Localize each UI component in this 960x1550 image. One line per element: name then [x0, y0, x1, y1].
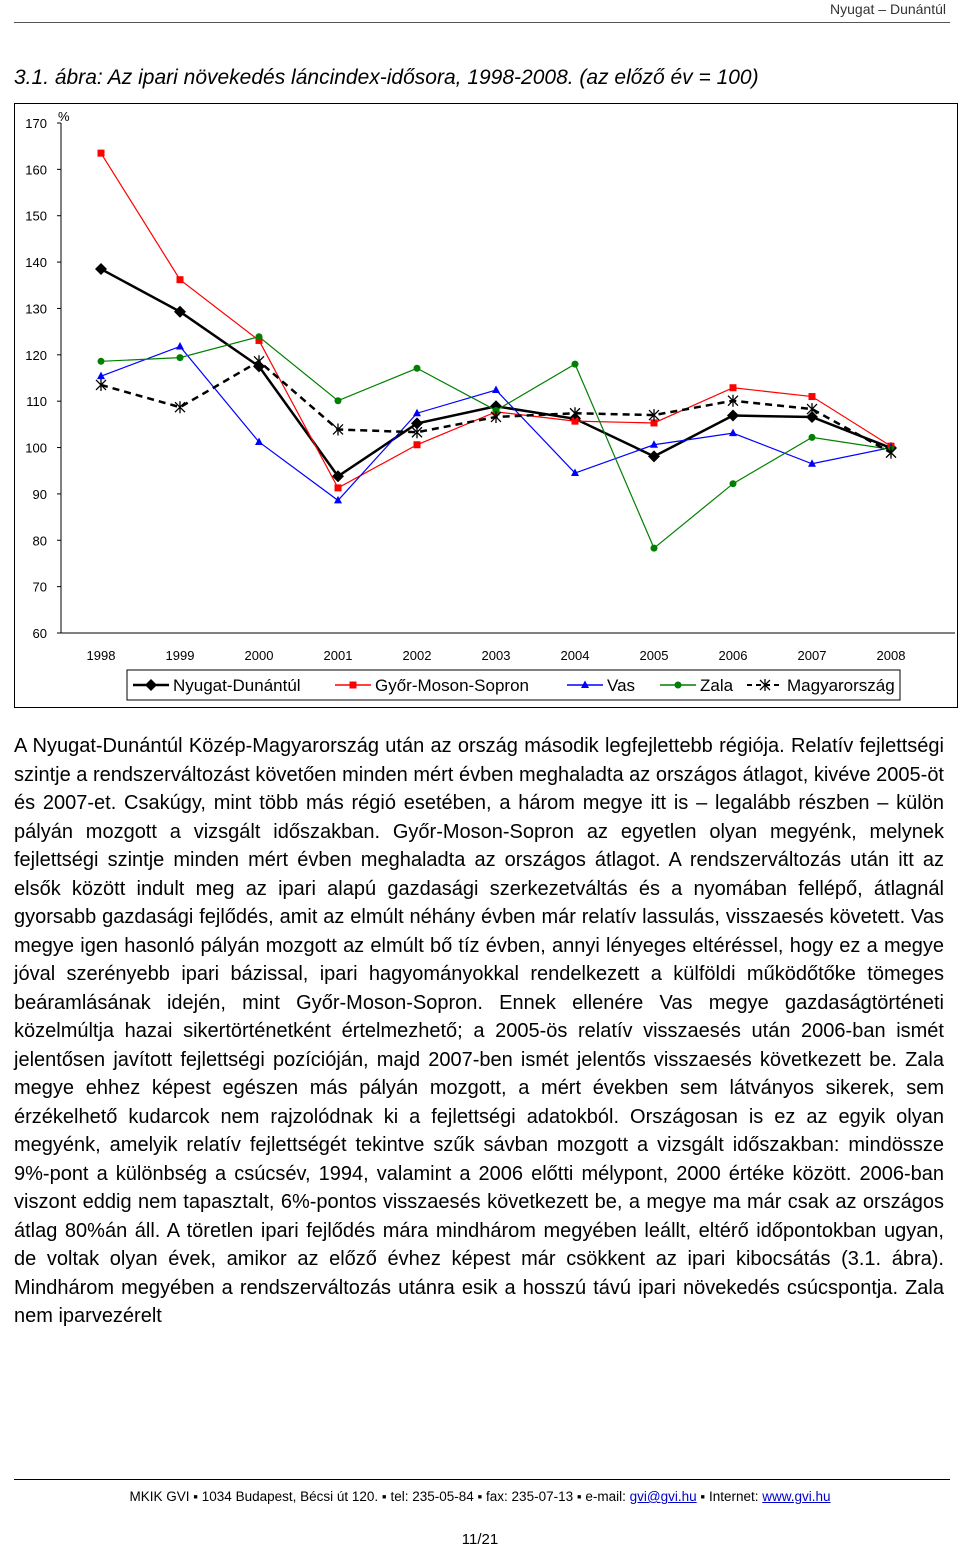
chart-canvas: [15, 104, 957, 707]
website-link[interactable]: www.gvi.hu: [762, 1489, 831, 1504]
footer-divider: [14, 1479, 950, 1480]
y-tick-label: 160: [25, 162, 47, 178]
data-point-vas: [729, 429, 737, 437]
data-point-nyugat-dun-nt-l: [648, 450, 660, 462]
legend-label: Nyugat-Dunántúl: [173, 676, 301, 695]
data-point-nyugat-dun-nt-l: [727, 410, 739, 422]
legend-label: Magyarország: [787, 676, 895, 695]
running-header: Nyugat – Dunántúl: [830, 1, 946, 17]
data-point-nyugat-dun-nt-l: [95, 263, 107, 275]
legend-label: Vas: [607, 676, 636, 695]
y-tick-label: 120: [25, 347, 47, 363]
y-tick-label: 90: [32, 486, 47, 502]
data-point-magyarorsz-g: [807, 403, 817, 415]
series-line-zala: [101, 337, 891, 548]
series-line-vas: [101, 346, 891, 500]
series-line-nyugat-dun-nt-l: [101, 269, 891, 476]
y-unit-label: %: [58, 109, 70, 124]
data-point-gy-r-moson-sopron: [414, 441, 421, 448]
y-tick-label: 110: [26, 394, 47, 410]
body-paragraph: A Nyugat-Dunántúl Közép-Magyarország után az ország második legfejlettebb régiója. Relatív fejlettségi szintje a rendszerváltozást követően minden mért évben meghaladta az országos átlagot, kivéve 2005-öt és 2007-et. Csakúgy, mint több más régió esetében, a három megye itt is – legalább részben – külön pályán mozgott a vizsgált időszakban. Győr-Moson-Sopron az egyetlen olyan megyénk, melynek fejlettségi szintje minden mért évben meghaladta az országos átlagot. A rendszerváltozás után itt az elsők között indult meg az ipari alapú gazdasági szerkezetváltás és a nyomában fellépő, átlagnál gyorsabb gazdasági fejlődés, amit az elmúlt néhány évben már relatív lassulás, visszaesés követett. Vas megye igen hasonló pályán mozgott az elmúlt bő tíz évben, annyi lényeges eltéréssel, hogy ez a megye jóval szerényebb ipari bázissal, ipari hagyományokkal rendelkezett a külföldi működőtőke tömeges beáramlásának idején, mint Győr-Moson-Sopron. Ennek ellenére Vas megye gazdaságtörténeti közelmúltja hazai sikertörténetként értelmezhető; a 2005-ös relatív visszaesés után 2006-ban ismét jelentősen javított fejlettségi pozícióján, majd 2007-ben ismét jelentős visszaesés következett be. Zala megye ehhez képest egészen más pályán mozgott, a mért években sem látványos sikerek, sem érzékelhető kudarcok nem rajzolódnak ki a fejlettségi adatokból. Országosan is ez az egyik olyan megyénk, amelyik relatív fejlettségét tekintve szűk sávban mozgott a vizsgált időszakban: mindössze 9%-pont a különbség a csúcsév, 1994, valamint a 2006 előtti mélypont, 2000 értéke között. 2006-ban viszont eddig nem tapasztalt, 6%-pontos visszaesés következett be, a megye ma már csak az országos átlag 80%án áll. A töretlen ipari fejlődés mára mindhárom megyében leállt, eltérő időpontokban ugyan, de voltak olyan évek, amikor az előző évhez képest már csökkent az ipari kibocsátás (3.1. ábra). Mindhárom megyében a rendszerváltozás utánra esik a hosszú távú ipari növekedés csúcspontja. Zala nem iparvezérelt: [14, 735, 944, 1327]
y-tick-label: 100: [25, 440, 47, 456]
x-tick-label: 2005: [639, 648, 669, 663]
legend-label: Győr-Moson-Sopron: [375, 676, 530, 695]
x-tick-label: 2003: [481, 648, 511, 663]
y-tick-label: 140: [25, 255, 47, 271]
email-link[interactable]: gvi@gvi.hu: [629, 1489, 697, 1504]
x-tick-label: 2001: [323, 648, 353, 663]
data-point-magyarorsz-g: [886, 447, 896, 459]
data-point-gy-r-moson-sopron: [98, 150, 105, 157]
x-tick-label: 2004: [560, 648, 590, 663]
figure-caption: 3.1. ábra: Az ipari növekedés láncindex-idősora, 1998-2008. (az előző év = 100): [14, 66, 759, 89]
x-tick-label: 2000: [244, 648, 274, 663]
data-point-zala: [572, 361, 579, 368]
y-tick-label: 150: [25, 208, 47, 224]
line-chart: [14, 103, 958, 708]
data-point-vas: [492, 386, 500, 394]
x-tick-label: 2006: [718, 648, 748, 663]
y-tick-label: 70: [32, 579, 47, 595]
y-tick-label: 60: [32, 626, 47, 641]
y-tick-label: 170: [25, 116, 47, 131]
data-point-gy-r-moson-sopron: [809, 393, 816, 400]
data-point-zala: [335, 397, 342, 404]
x-tick-label: 1998: [86, 648, 116, 663]
data-point-zala: [177, 354, 184, 361]
footer-contact: MKIK GVI ▪ 1034 Budapest, Bécsi út 120. ▪ tel: 235-05-84 ▪ fax: 235-07-13 ▪ e-mail:: [129, 1489, 630, 1504]
x-tick-label: 1999: [165, 648, 195, 663]
footer-internet-label: ▪ Internet:: [696, 1489, 763, 1504]
footer: [0, 1489, 960, 1504]
data-point-zala: [809, 434, 816, 441]
x-tick-label: 2008: [876, 648, 906, 663]
data-point-vas: [176, 342, 184, 350]
data-point-zala: [730, 480, 737, 487]
data-point-zala: [256, 333, 263, 340]
legend-marker-gy-r-moson-sopron: [350, 682, 357, 689]
y-tick-label: 80: [32, 533, 47, 549]
legend-label: Zala: [700, 676, 734, 695]
data-point-gy-r-moson-sopron: [335, 484, 342, 491]
header-divider: [14, 22, 950, 23]
data-point-zala: [98, 358, 105, 365]
page-number: 11/21: [461, 1531, 499, 1548]
x-tick-label: 2007: [797, 648, 827, 663]
legend-marker-zala: [675, 682, 682, 689]
data-point-zala: [414, 365, 421, 372]
x-tick-label: 2002: [402, 648, 432, 663]
data-point-gy-r-moson-sopron: [177, 276, 184, 283]
data-point-magyarorsz-g: [254, 355, 264, 367]
data-point-gy-r-moson-sopron: [730, 384, 737, 391]
data-point-zala: [651, 545, 658, 552]
y-tick-label: 130: [25, 301, 47, 317]
series-line-gy-r-moson-sopron: [101, 153, 891, 488]
